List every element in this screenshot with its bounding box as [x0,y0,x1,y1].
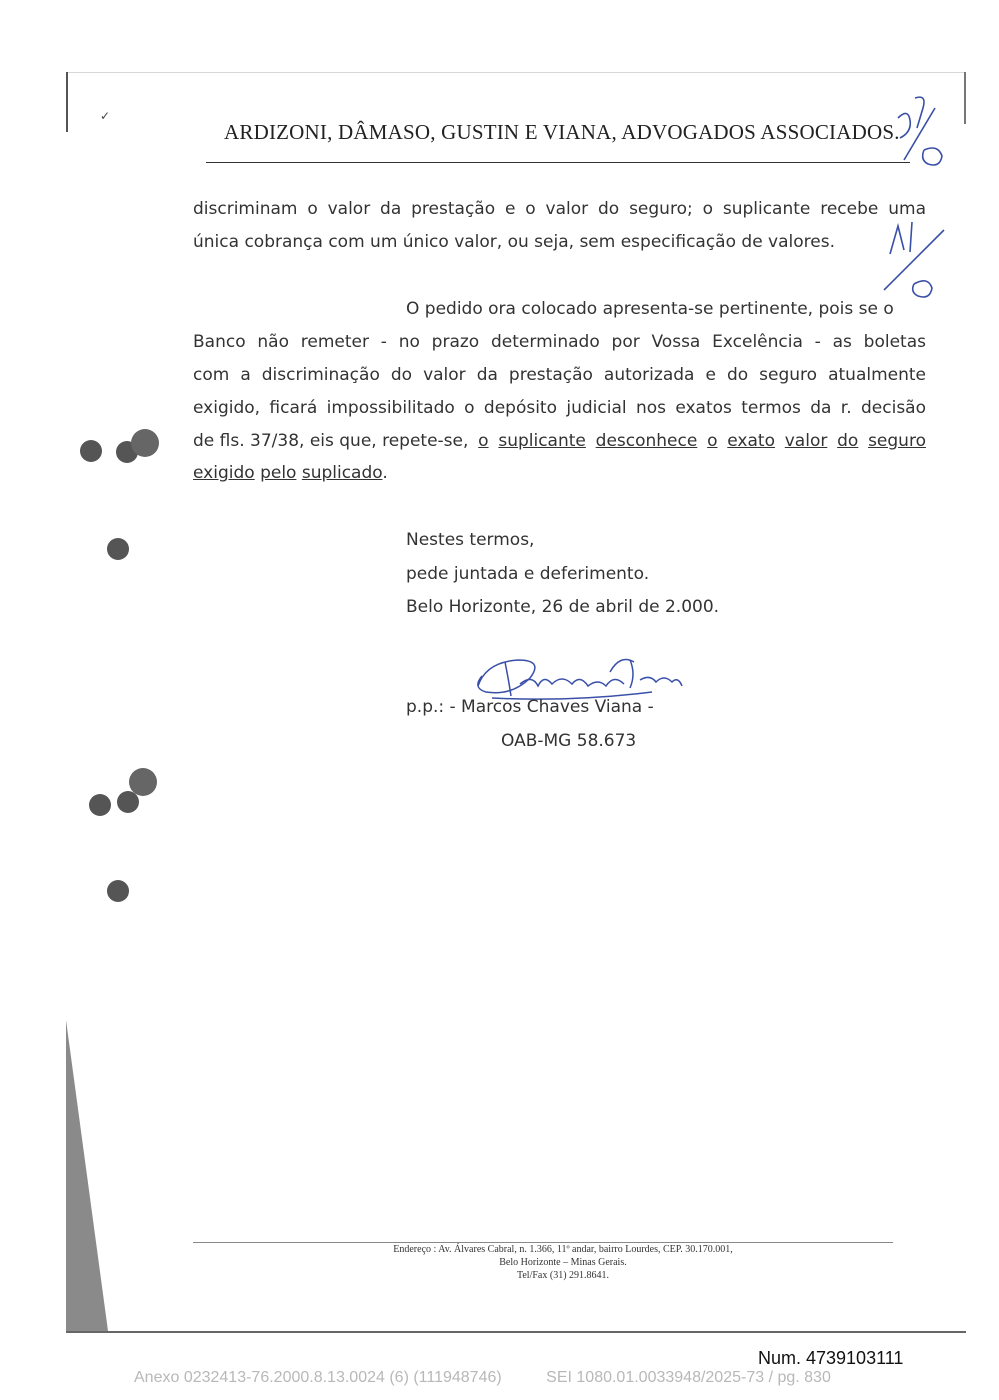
closing-line-1: Nestes termos, [406,530,535,550]
sei-stamp [134,1369,874,1387]
footer-address [193,1243,933,1282]
para2-line-5-plain: de fls. 37/38, eis que, repete-se, [193,431,469,451]
punch-hole [129,768,157,796]
para2-line-6 [193,463,926,483]
signature-image [478,660,682,700]
punch-hole [107,880,129,902]
para2-line-3: com a discriminação do valor da prestação autorizada e do seguro atualmente [193,365,926,385]
oab-number: OAB-MG 58.673 [501,731,637,751]
para2-line-4: exigido, ficará impossibilitado o depósito judicial nos exatos termos da r. decisão [193,398,926,418]
closing-line-2: pede juntada e deferimento. [406,564,650,584]
place-date: Belo Horizonte, 26 de abril de 2.000. [406,597,720,617]
body-line-2: única cobrança com um único valor, ou seja, sem especificação de valores. [193,232,835,252]
scan-shadow [66,1020,108,1331]
underlined-word: seguro [868,431,926,451]
handwritten-folio-top [898,97,942,165]
body-line-1: discriminam o valor da prestação e o valor do seguro; o suplicante recebe uma [193,199,926,219]
underlined-word: exato [727,431,775,451]
underlined-word: suplicante [498,431,586,451]
firm-name: ARDIZONI, DÂMASO, GUSTIN E VIANA, ADVOGADOS ASSOCIADOS. [224,120,900,144]
sentence-end: . [382,463,388,483]
underlined-word: o [707,431,718,451]
underlined-word: pelo [260,463,297,483]
underlined-word: suplicado [301,463,383,483]
punch-hole [107,538,129,560]
document-number: Num. 4739103111 [758,1348,904,1368]
underlined-word: o [478,431,489,451]
punch-hole [117,791,139,813]
stray-mark: ✓ [100,109,111,123]
footer-line-3: Tel/Fax (31) 291.8641. [516,1270,610,1281]
punch-hole [80,440,102,462]
anexo-reference: Anexo 0232413-76.2000.8.13.0024 (6) (111948746) [134,1369,502,1386]
signatory: p.p.: - Marcos Chaves Viana - [406,697,654,717]
punch-hole [89,794,111,816]
underlined-word: valor [784,431,828,451]
underlined-word: exigido [193,463,255,483]
para2-line-1: O pedido ora colocado apresenta-se pertinente, pois se o [406,299,894,319]
footer-line-1: Endereço : Av. Álvares Cabral, n. 1.366, 11º andar, bairro Lourdes, CEP. 30.170.001, [393,1244,733,1255]
para2-line-5 [193,431,926,451]
underlined-word: do [837,431,859,451]
header-divider [206,162,910,163]
punch-hole [131,429,159,457]
underlined-word: desconhece [595,431,698,451]
footer-line-2: Belo Horizonte – Minas Gerais. [499,1257,627,1268]
para2-line-2: Banco não remeter - no prazo determinado por Vossa Excelência - as boletas [193,332,926,352]
sei-reference: SEI 1080.01.0033948/2025-73 / pg. 830 [546,1369,831,1386]
